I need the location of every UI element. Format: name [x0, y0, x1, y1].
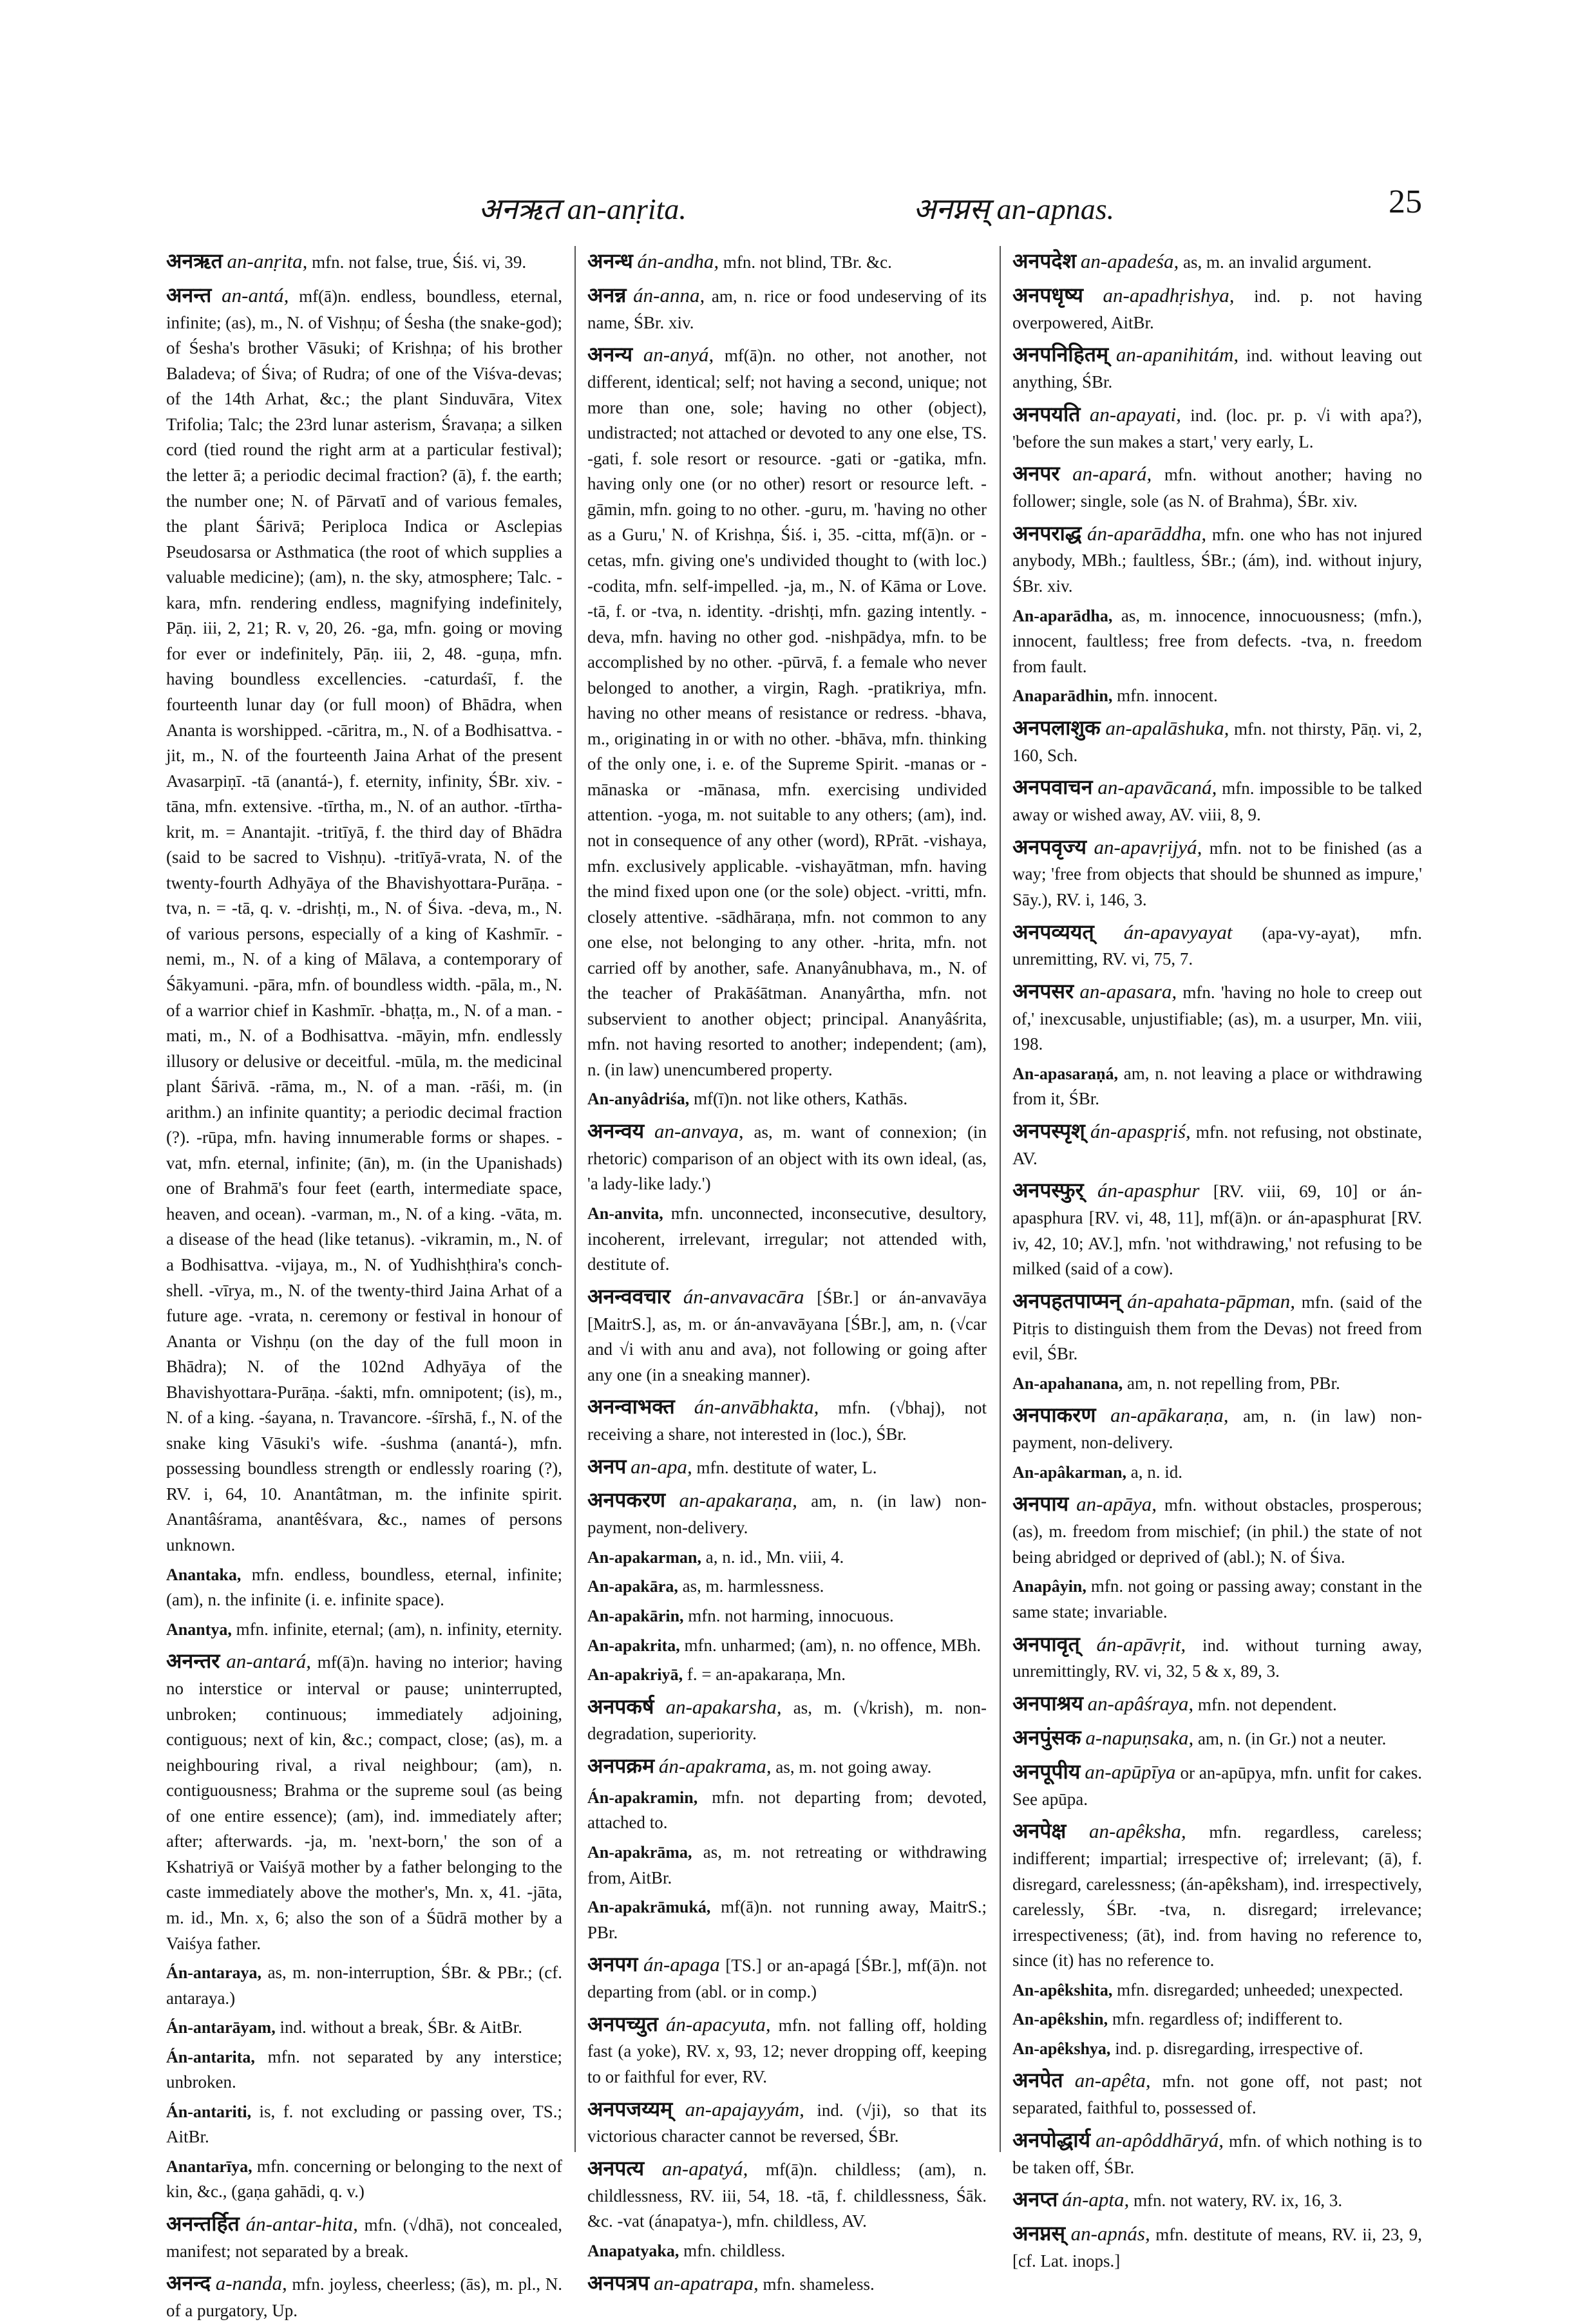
- headword-transliteration: an-antará,: [226, 1650, 311, 1673]
- definition-text: as, m. an invalid argument.: [1183, 252, 1372, 272]
- definition-text: ind. without leaving out anything, ŚBr.: [1012, 346, 1423, 392]
- headword-transliteration: án-andha,: [637, 250, 719, 272]
- dictionary-entry: [1012, 1489, 1422, 1570]
- dictionary-entry: [1012, 518, 1422, 600]
- definition-text: am, n. not leaving a place or withdrawing from it, ŚBr.: [1012, 1063, 1423, 1109]
- headword-devanagari: अनपदेश: [1012, 249, 1077, 272]
- sub-entry: [1012, 1061, 1422, 1112]
- definition-text: mfn. unharmed; (am), n. no offence, MBh.: [684, 1635, 982, 1655]
- sub-entry: [1012, 603, 1422, 680]
- left-running-head: अनऋत an-anṛita.: [479, 193, 687, 225]
- dictionary-entry: [1012, 1175, 1422, 1282]
- definition-text: mfn. destitute of water, L.: [696, 1457, 877, 1477]
- definition-text: ind. (√ji), so that its victorious character cannot be reversed, ŚBr.: [587, 2100, 987, 2146]
- column-2: [587, 246, 987, 2294]
- headword-transliteration: Án-antaraya,: [166, 1963, 262, 1983]
- headword-transliteration: An-apahanana,: [1012, 1374, 1123, 1393]
- definition-text: mf(ā)n. endless, boundless, eternal, infinite; (as), m., N. of Vishṇu; of Śesha (the snake-god); of Śesha's brother Vāsuki; of Krishṇa; of his brother Baladeva; of Śiva; of Rudra; of one of the Viśva-devas; of the 14th Arhat, &c.; the plant Sinduvāra, Vitex Trifolia; Talc; the 23rd lunar asterism, Śravaṇa; a silken cord (tied round the right arm at a particular festival); the letter ā; a periodic decimal fraction? (ā), f. the earth; the number one; N. of Pārvatī and of various females, the plant Śārivā; Periploca Indica or Asclepias Pseudosarsa or Asthmatica (the root of which supplies a valuable medicine); (am), n. the sky, atmosphere; Talc. -kara, mfn. rendering endless, magnifying indefinitely, Pāṇ. iii, 2, 21; R. v, 20, 26. -ga, mfn. going or moving for ever or indefinitely, Pāṇ. iii, 2, 48. -guṇa, mfn. having boundless excellencies. -caturdaśī, f. the fourteenth lunar day (or full moon) of Bhādra, when Ananta is worshipped. -cāritra, m., N. of a Bodhisattva. -jit, m., N. of the fourteenth Jaina Arhat of the present Avasarpiṇī. -tā (anantá-), f. eternity, infinity, ŚBr. xiv. -tāna, mfn. extensive. -tīrtha, m., N. of an author. -tīrtha-krit, m. = Anantajit. -tritīyā, f. the third day of Bhādra (said to be sacred to Vishṇu). -tritīyā-vrata, N. of the twenty-fourth Adhyāya of the Bhavishyottara-Purāṇa. -tva, n. = -tā, q. v. -drishṭi, m., N. of Śiva. -deva, m., N. of various persons, especially of a king of Kashmīr. -nemi, m., N. of a king of Mālava, a contemporary of Śākyamuni. -pāra, mfn. of boundless width. -pāla, m., N. of a warrior chief in Kashmīr. -bhaṭṭa, m., N. of a man. -mati, m., N. of a Bodhisattva. -māyin, mfn. endlessly illusory or delusive or deceitful. -mūla, m. the medicinal plant Śārivā. -rāma, m., N. of a man. -rāśi, m. (in arithm.) an infinite quantity; a periodic decimal fraction (?). -rūpa, mfn. having innumerable forms or shapes. -vat, mfn. eternal, infinite; (ān), m. (in the Upanishads) one of Brahmā's four feet (earth, intermediate space, heaven, and ocean). -varman, m., N. of a king. -vāta, m. a disease of the head (like tetanus). -vikramin, m., N. of a Bodhisattva. -vijaya, m., N. of Yudhishṭhira's conch-shell. -vīrya, m., N. of the twenty-third Jaina Arhat of a future age. -vrata, n. ceremony or festival in honour of Ananta or Vishṇu (on the day of the full moon in Bhādra); N. of the 102nd Adhyāya of the Bhavishyottara-Purāṇa. -śakti, mfn. omnipotent; (is), m., N. of a king. -śayana, n. Travancore. -śīrshā, f., N. of the snake king Vāsuki's wife. -śushma (anantá-), mfn. possessing boundless strength or endlessly roaring (?), RV. i, 64, 10. Anantâtman, m. the infinite spirit. Anantâśrama, anantêśvara, &c., names of persons unknown.: [166, 286, 563, 1554]
- definition-text: as, m. want of connexion; (in rhetoric) comparison of an object with its own ideal, (as, 'a lady-like lady.'): [587, 1122, 987, 1194]
- definition-text: mfn. one who has not injured anybody, MBh.; faultless, ŚBr.; (ám), ind. without injury, ŚBr. xiv.: [1012, 524, 1422, 596]
- headword-devanagari: अनन्ववचार: [587, 1284, 671, 1308]
- sub-entry: [1012, 1460, 1422, 1486]
- definition-text: mfn. not harming, innocuous.: [688, 1605, 894, 1625]
- sub-entry: [587, 1545, 987, 1571]
- headword-transliteration: An-apêkshita,: [1012, 1980, 1113, 1999]
- headword-transliteration: Anantarīya,: [166, 2157, 252, 2176]
- sub-entry: [1012, 1371, 1422, 1397]
- definition-text: mfn. destitute of means, RV. ii, 23, 9, [cf. Lat. inops.]: [1012, 2225, 1423, 2271]
- definition-text: f. = an-apakaraṇa, Mn.: [687, 1665, 846, 1685]
- sub-entry: [587, 1785, 987, 1836]
- definition-text: mfn. (said of the Pitṛis to distinguish them from the Devas) not freed from evil, ŚBr.: [1012, 1292, 1423, 1364]
- headword-transliteration: a-nanda,: [215, 2272, 287, 2295]
- sub-entry: [166, 2154, 562, 2205]
- headword-devanagari: अनपसर: [1012, 979, 1074, 1003]
- headword-transliteration: An-apâkarman,: [1012, 1462, 1126, 1482]
- dictionary-entry: [1012, 1116, 1422, 1171]
- headword-transliteration: an-apalāshuka,: [1105, 716, 1229, 739]
- dictionary-entry: [587, 1116, 987, 1197]
- headword-transliteration: an-apadeśa,: [1080, 250, 1179, 272]
- column-divider-right: [1000, 246, 1001, 2152]
- headword-transliteration: án-apacyuta,: [665, 2012, 771, 2036]
- headword-devanagari: अनपस्पृश्: [1012, 1119, 1085, 1143]
- headword-transliteration: Anapatyaka,: [587, 2241, 679, 2260]
- sub-entry: [587, 1894, 987, 1945]
- headword-transliteration: án-aparāddha,: [1087, 522, 1207, 545]
- definition-text: mf(ā)n. not running away, MaitrS.; PBr.: [587, 1897, 987, 1942]
- definition-text: mfn. disregarded; unheeded; unexpected.: [1117, 1979, 1403, 1999]
- sub-entry: [1012, 1978, 1422, 2003]
- headword-devanagari: अनपहतपाप्मन्: [1012, 1289, 1121, 1312]
- headword-devanagari: अनपुंसक: [1012, 1725, 1081, 1749]
- headword-devanagari: अनपराद्ध: [1012, 521, 1082, 545]
- definition-text: as, m. (√krish), m. non-degradation, superiority.: [587, 1697, 987, 1744]
- dictionary-entry: [587, 1751, 987, 1781]
- headword-transliteration: an-apūpīya: [1085, 1760, 1176, 1783]
- definition-text: am, n. (in Gr.) not a neuter.: [1198, 1728, 1387, 1748]
- headword-transliteration: án-anna,: [633, 283, 705, 307]
- headword-transliteration: an-anṛita,: [227, 250, 308, 272]
- dictionary-entry: [1012, 832, 1422, 913]
- page-number: 25: [1389, 184, 1422, 220]
- headword-devanagari: अनन्तर: [166, 1649, 220, 1673]
- definition-text: ind. p. disregarding, irrespective of.: [1115, 2038, 1363, 2058]
- dictionary-entry: [1012, 2125, 1422, 2180]
- headword-transliteration: An-apêkshya,: [1012, 2039, 1111, 2058]
- definition-text: a, n. id.: [1130, 1462, 1182, 1482]
- headword-transliteration: án-apaspṛiś,: [1090, 1120, 1191, 1143]
- headword-transliteration: án-anvābhakta,: [694, 1395, 819, 1419]
- headword-transliteration: An-apakārin,: [587, 1606, 684, 1625]
- definition-text: [ŚBr.] or án-anvavāya [MaitrS.], as, m. or án-anvavāyana [ŚBr.], am, n. (√car and √i with anu and ava), not following or going after any one (in a sneaking manner).: [587, 1287, 987, 1384]
- headword-devanagari: अनन्तर्हित: [166, 2212, 240, 2235]
- headword-devanagari: अनपग: [587, 1952, 638, 1976]
- headword-transliteration: an-apayati,: [1089, 402, 1181, 426]
- dictionary-entry: [1012, 1286, 1422, 1367]
- headword-transliteration: An-apakrāmuká,: [587, 1898, 711, 1917]
- definition-text: am, n. (in law) non-payment, non-delivery.: [587, 1491, 987, 1538]
- headword-devanagari: अनप्नस्: [1012, 2222, 1066, 2245]
- definition-text: ind. without turning away, unremittingly, RV. vi, 32, 5 & x, 89, 3.: [1012, 1635, 1423, 1681]
- definition-text: a, n. id., Mn. viii, 4.: [705, 1547, 844, 1567]
- headword-devanagari: अनपक्रम: [587, 1754, 655, 1778]
- dictionary-entry: [1012, 772, 1422, 827]
- sub-entry: [587, 1574, 987, 1600]
- right-running-head: अनप्नस् an-apnas.: [913, 193, 1115, 225]
- sub-entry: [1012, 2036, 1422, 2062]
- definition-text: mfn. not to be finished (as a way; 'free from objects that should be shunned as impure,' Sāy.), RV. i, 146, 3.: [1012, 838, 1422, 909]
- definition-text: mfn. not separated by any interstice; unbroken.: [166, 2046, 562, 2092]
- definition-text: [TS.] or an-apagá [ŚBr.], mf(ā)n. not departing from (abl. or in comp.): [587, 1956, 987, 2002]
- dictionary-entry: [1012, 713, 1422, 768]
- dictionary-entry: [1012, 917, 1422, 972]
- headword-transliteration: a-napuṇsaka,: [1085, 1726, 1194, 1749]
- sub-entry: [166, 2099, 562, 2150]
- definition-text: mfn. (√bhaj), not receiving a share, not interested in (loc.), ŚBr.: [587, 1398, 987, 1444]
- dictionary-entry: [166, 2209, 562, 2264]
- headword-transliteration: Án-antariti,: [166, 2102, 252, 2121]
- headword-devanagari: अनन्द: [166, 2271, 211, 2295]
- definition-text: mfn. regardless of; indifferent to.: [1112, 2009, 1343, 2029]
- headword-devanagari: अनपधृष्य: [1012, 283, 1083, 307]
- definition-text: is, f. not excluding or passing over, TS.; AitBr.: [166, 2101, 562, 2147]
- headword-transliteration: Anantya,: [166, 1620, 232, 1639]
- sub-entry: [587, 1201, 987, 1278]
- headword-transliteration: án-apakrama,: [658, 1755, 772, 1778]
- headword-devanagari: अनन्वाभक्त: [587, 1395, 675, 1419]
- headword-transliteration: an-apākaraṇa,: [1110, 1404, 1229, 1427]
- sub-entry: [587, 1662, 987, 1688]
- definition-text: mfn. shameless.: [763, 2274, 875, 2294]
- sub-entry: [1012, 2007, 1422, 2032]
- definition-text: ind. (loc. pr. p. √i with apa?), 'before the sun makes a start,' very early, L.: [1012, 405, 1423, 451]
- headword-devanagari: अनपाकरण: [1012, 1403, 1096, 1427]
- column-3: [1012, 246, 1423, 2271]
- definition-text: mfn. unconnected, inconsecutive, desultory, incoherent, irrelevant, irregular; not attended with, destitute of.: [587, 1204, 987, 1274]
- headword-transliteration: an-apavṛijyá,: [1094, 835, 1202, 858]
- dictionary-entry: [166, 280, 562, 1558]
- sub-entry: [587, 1840, 987, 1891]
- headword-devanagari: अनपोद्धार्य: [1012, 2128, 1091, 2151]
- headword-transliteration: Án-antarita,: [166, 2047, 255, 2066]
- headword-transliteration: Anantaka,: [166, 1565, 242, 1584]
- definition-text: am, n. rice or food undeserving of its name, ŚBr. xiv.: [587, 286, 987, 332]
- dictionary-entry: [1012, 976, 1422, 1057]
- headword-transliteration: an-apa,: [631, 1455, 692, 1478]
- headword-transliteration: An-apakarman,: [587, 1547, 701, 1567]
- dictionary-entry: [1012, 2184, 1422, 2215]
- dictionary-entry: [587, 1692, 987, 1747]
- headword-transliteration: an-antá,: [222, 283, 289, 307]
- definition-text: as, m. non-interruption, ŚBr. & PBr.; (cf. antaraya.): [166, 1963, 563, 2008]
- sub-entry: [166, 2045, 562, 2095]
- dictionary-entry: [587, 1949, 987, 2005]
- headword-transliteration: an-anvaya,: [654, 1120, 744, 1143]
- dictionary-entry: [1012, 280, 1422, 335]
- dictionary-entry: [587, 2009, 987, 2090]
- dictionary-entry: [1012, 1400, 1422, 1455]
- definition-text: mfn. not false, true, Śiś. vi, 39.: [312, 252, 527, 272]
- headword-devanagari: अनपाय: [1012, 1492, 1069, 1516]
- sub-entry: [587, 1086, 987, 1112]
- dictionary-entry: [587, 1451, 987, 1482]
- headword-transliteration: An-anyâdriśa,: [587, 1090, 690, 1109]
- headword-transliteration: an-apôddhāryá,: [1096, 2128, 1224, 2151]
- definition-text: mfn. infinite, eternal; (am), n. infinity, eternity.: [236, 1619, 562, 1639]
- definition-text: mfn. endless, boundless, eternal, infinite; (am), n. the infinite (i. e. infinite space).: [166, 1564, 563, 1610]
- definition-text: mfn. childless.: [683, 2240, 786, 2260]
- headword-transliteration: an-apajayyám,: [685, 2097, 804, 2121]
- headword-transliteration: An-apakrita,: [587, 1636, 680, 1655]
- sub-entry: [166, 1960, 562, 2011]
- headword-transliteration: an-apatyá,: [661, 2157, 748, 2180]
- definition-text: am, n. (in law) non-payment, non-delivery.: [1012, 1406, 1422, 1453]
- dictionary-entry: [1012, 399, 1422, 455]
- headword-devanagari: अनपनिहितम्: [1012, 343, 1109, 366]
- sub-entry: [166, 2015, 562, 2041]
- dictionary-entry: [1012, 246, 1422, 276]
- headword-transliteration: án-apaga: [643, 1953, 720, 1976]
- headword-transliteration: an-apará,: [1072, 462, 1152, 486]
- headword-transliteration: án-apahata-pāpman,: [1127, 1289, 1295, 1312]
- sub-entry: [587, 1633, 987, 1659]
- headword-devanagari: अनप्त: [1012, 2187, 1058, 2211]
- definition-text: as, m. not retreating or withdrawing from, AitBr.: [587, 1842, 987, 1887]
- dictionary-entry: [166, 2268, 562, 2323]
- definition-text: as, m. not going away.: [775, 1757, 932, 1777]
- definition-text: mfn. of which nothing is to be taken off, ŚBr.: [1012, 2131, 1423, 2177]
- headword-devanagari: अनपेक्ष: [1012, 1819, 1067, 1843]
- definition-text: mfn. concerning or belonging to the next of kin, &c., (gaṇa gahādi, q. v.): [166, 2156, 562, 2202]
- definition-text: mfn. not going or passing away; constant in the same state; invariable.: [1012, 1576, 1423, 1621]
- definition-text: am, n. not repelling from, PBr.: [1126, 1373, 1340, 1393]
- definition-text: mfn. not departing from; devoted, attached to.: [587, 1787, 987, 1833]
- headword-devanagari: अनपयति: [1012, 402, 1081, 426]
- dictionary-entry: [1012, 1816, 1422, 1974]
- definition-text: mfn. not refusing, not obstinate, AV.: [1012, 1122, 1423, 1168]
- definition-text: mfn. not watery, RV. ix, 16, 3.: [1134, 2191, 1343, 2211]
- headword-transliteration: An-apakrāma,: [587, 1843, 692, 1862]
- headword-transliteration: An-apasaraṇá,: [1012, 1064, 1118, 1083]
- dictionary-entry: [1012, 1629, 1422, 1685]
- headword-transliteration: An-apêkshin,: [1012, 2010, 1108, 2029]
- headword-devanagari: अनपावृत्: [1012, 1632, 1080, 1656]
- headword-devanagari: अनपवाचन: [1012, 775, 1093, 799]
- headword-devanagari: अनप: [587, 1454, 627, 1478]
- headword-transliteration: án-anvavacāra: [683, 1285, 804, 1308]
- definition-text: mfn. joyless, cheerless; (ās), m. pl., N. of a purgatory, Up.: [166, 2274, 563, 2321]
- definition-text: mfn. (√dhā), not concealed, manifest; not separated by a break.: [166, 2215, 563, 2261]
- headword-transliteration: án-apāvṛit,: [1096, 1632, 1186, 1656]
- headword-transliteration: an-apavācaná,: [1097, 776, 1217, 799]
- definition-text: mfn. not gone off, not past; not separated, faithful to, possessed of.: [1012, 2072, 1423, 2118]
- headword-transliteration: An-anvita,: [587, 1204, 663, 1223]
- headword-transliteration: an-apanihitám,: [1115, 343, 1239, 366]
- dictionary-entry: [1012, 1688, 1422, 1719]
- definition-text: or an-apūpya, mfn. unfit for cakes. See apūpa.: [1012, 1762, 1423, 1809]
- headword-devanagari: अनपजय्यम्: [587, 2097, 673, 2121]
- definition-text: mfn. not dependent.: [1197, 1694, 1337, 1714]
- headword-devanagari: अनपकर्ष: [587, 1694, 654, 1718]
- definition-text: mfn. not thirsty, Pāṇ. vi, 2, 160, Sch.: [1012, 719, 1422, 765]
- headword-transliteration: Anaparādhin,: [1012, 686, 1113, 706]
- headword-transliteration: Anapâyin,: [1012, 1577, 1086, 1596]
- sub-entry: [587, 1603, 987, 1629]
- headword-transliteration: án-apavyayat: [1123, 920, 1233, 943]
- headword-transliteration: án-apasphur: [1097, 1179, 1200, 1202]
- headword-devanagari: अनन्न: [587, 283, 627, 307]
- headword-devanagari: अनपच्युत: [587, 2012, 658, 2036]
- dictionary-entry: [1012, 1723, 1422, 1753]
- dictionary-entry: [587, 2153, 987, 2234]
- headword-devanagari: अनन्त: [166, 283, 212, 307]
- column-1: [166, 246, 563, 2321]
- dictionary-entry: [1012, 458, 1422, 514]
- headword-devanagari: अनपस्फुर्: [1012, 1178, 1084, 1202]
- definition-text: mfn. without another; having no follower; single, sole (as N. of Brahma), ŚBr. xiv.: [1012, 465, 1423, 511]
- dictionary-entry: [1012, 2065, 1422, 2121]
- headword-devanagari: अनपलाशुक: [1012, 715, 1101, 739]
- dictionary-entry: [166, 1646, 562, 1956]
- dictionary-entry: [587, 339, 987, 1082]
- headword-transliteration: an-apêta,: [1074, 2069, 1151, 2092]
- definition-text: mfn. regardless, careless; indifferent; impartial; irrespective of; irrelevant; (ā), f. disregard, carelessness; (án-apêksham), ind. irrespectively, carelessly, ŚBr. -tva, n. disregard; irrelevance; irrespectiveness; (āt), ind. from having no reference to, since (it) has no reference to.: [1012, 1822, 1423, 1970]
- headword-transliteration: an-apakarsha,: [665, 1695, 782, 1718]
- headword-devanagari: अनपत्रप: [587, 2271, 650, 2294]
- headword-devanagari: अनन्वय: [587, 1119, 645, 1143]
- headword-transliteration: án-apta,: [1062, 2188, 1130, 2211]
- definition-text: as, m. harmlessness.: [682, 1576, 824, 1596]
- headword-transliteration: an-apnás,: [1070, 2222, 1150, 2245]
- sub-entry: [166, 1617, 562, 1643]
- headword-transliteration: an-anyá,: [643, 343, 714, 366]
- dictionary-entry: [587, 1392, 987, 1447]
- page-header: [166, 184, 1422, 240]
- headword-devanagari: अनऋत: [166, 249, 223, 272]
- sub-entry: [1012, 683, 1422, 709]
- headword-devanagari: अनपेत: [1012, 2068, 1063, 2092]
- headword-transliteration: an-apâśraya,: [1087, 1692, 1194, 1715]
- headword-transliteration: an-apasara,: [1079, 979, 1177, 1003]
- dictionary-entry: [1012, 2218, 1422, 2274]
- definition-text: ind. p. not having overpowered, AitBr.: [1012, 286, 1423, 332]
- definition-text: mfn. 'having no hole to creep out of,' inexcusable, unjustifiable; (as), m. a usurper, Mn. viii, 198.: [1012, 982, 1423, 1054]
- definition-text: mfn. not blind, TBr. &c.: [723, 252, 892, 272]
- headword-transliteration: an-apadhṛishya,: [1103, 283, 1235, 307]
- dictionary-entry: [1012, 1757, 1422, 1812]
- definition-text: mf(ā)n. no other, not another, not different, identical; self; not having a second, unique; not more than one, sole; having no other (object), undistracted; not attached or devoted to any one else, TS. -gati, f. sole resort or resource. -gati or -gatika, mfn. having only one (or no other) resort or resource left. -gāmin, mfn. going to no other. -guru, m. 'having no other as a Guru,' N. of Krishṇa, Śiś. i, 35. -citta, mf(ā)n. or -cetas, mfn. giving one's undivided thought to (with loc.) -codita, mfn. self-impelled. -ja, m., N. of Kāma or Love. -tā, f. or -tva, n. identity. -drishṭi, mfn. gazing intently. -deva, mfn. having no other god. -nishpādya, mfn. to be accomplished by no other. -pūrvā, f. a female who never belonged to another, a virgin, Ragh. -pratikriya, mfn. having no other means of resistance or redress. -bhava, m., originating in or with no other. -bhāva, mfn. thinking of the only one, i. e. of the Supreme Spirit. -manas or -mānaska or -mānasa, mfn. exercising undivided attention. -yoga, m. not suitable to any others; (am), ind. not in consequence of any other (word), RPrāt. -vishaya, mfn. exclusively applicable. -vishayātman, mfn. having the mind fixed upon one (or the sole) object. -vritti, mfn. closely attentive. -sādhāraṇa, mfn. not common to any one else, not belonging to any other. -hrita, mfn. not carried off by another, safe. Ananyânubhava, m., N. of the teacher of Prakāśātman. Ananyârtha, mfn. not subservient to another object; principal. Ananyâśrita, mfn. not having resorted to another; independent; (am), n. (in law) unencumbered property.: [587, 346, 987, 1079]
- definition-text: mf(ā)n. having no interior; having no interstice or interval or pause; uninterrupted, unbroken; continuous; immediately adjoining, contiguous; next of kin, &c.; compact, close; (as), m. a neighbouring rival, a rival neighbour; (am), n. contiguousness; Brahma or the supreme soul (as being of one entire essence); (am), ind. immediately after; after; afterwards. -ja, m. 'next-born,' the son of a Kshatriyā or Vaiśyā mother by a father belonging to the caste immediately above the mother's, Mn. x, 41. -jāta, m. id., Mn. x, 6; also the son of a Śūdrā mother by a Vaiśya father.: [166, 1652, 562, 1953]
- definition-text: mfn. impossible to be talked away or wished away, AV. viii, 8, 9.: [1012, 779, 1423, 825]
- dictionary-entry: [587, 2094, 987, 2149]
- headword-devanagari: अनपर: [1012, 462, 1060, 486]
- definition-text: [RV. viii, 69, 10] or án-apasphura [RV. vi, 48, 11], mf(ā)n. or án-apasphurat [RV. iv, 42, 10; AV.], mfn. 'not withdrawing,' not refusing to be milked (said of a cow).: [1012, 1182, 1423, 1279]
- sub-entry: [166, 1562, 562, 1613]
- headword-transliteration: án-antar-hita,: [245, 2213, 358, 2235]
- headword-devanagari: अनपत्य: [587, 2157, 645, 2180]
- definition-text: (apa-vy-ayat), mfn. unremitting, RV. vi, 75, 7.: [1012, 923, 1422, 969]
- headword-transliteration: an-apakaraṇa,: [679, 1489, 797, 1512]
- headword-transliteration: an-apatrapa,: [653, 2271, 759, 2294]
- dictionary-entry: [587, 280, 987, 335]
- dictionary-entry: [1012, 339, 1422, 395]
- headword-devanagari: अनन्ध: [587, 249, 633, 272]
- column-divider-left: [574, 246, 576, 2152]
- definition-text: mfn. not falling off, holding fast (a yoke), RV. x, 93, 12; never dropping off, keeping to or faithful for ever, RV.: [587, 2015, 987, 2087]
- headword-devanagari: अनन्य: [587, 343, 633, 366]
- headword-transliteration: Án-antarāyam,: [166, 2018, 276, 2037]
- definition-text: as, m. innocence, innocuousness; (mfn.), innocent, faultless; free from defects. -tva, n. freedom from fault.: [1012, 605, 1423, 676]
- headword-transliteration: Án-apakramin,: [587, 1788, 698, 1807]
- headword-devanagari: अनपकरण: [587, 1488, 666, 1512]
- headword-devanagari: अनपूपीय: [1012, 1759, 1081, 1783]
- headword-devanagari: अनपवृज्य: [1012, 835, 1087, 858]
- definition-text: ind. without a break, ŚBr. & AitBr.: [280, 2017, 522, 2037]
- dictionary-entry: [587, 1485, 987, 1540]
- headword-devanagari: अनपव्ययत्: [1012, 920, 1094, 943]
- headword-transliteration: An-apakriyā,: [587, 1665, 683, 1685]
- definition-text: mf(ī)n. not like others, Kathās.: [693, 1089, 908, 1109]
- headword-transliteration: An-aparādha,: [1012, 606, 1113, 625]
- sub-entry: [587, 2238, 987, 2264]
- dictionary-entry: [587, 1281, 987, 1388]
- dictionary-entry: [587, 2268, 987, 2298]
- headword-devanagari: अनपाश्रय: [1012, 1691, 1083, 1715]
- dictionary-entry: [166, 246, 562, 276]
- headword-transliteration: an-apêksha,: [1089, 1820, 1186, 1843]
- headword-transliteration: an-apāya,: [1076, 1493, 1157, 1516]
- sub-entry: [1012, 1574, 1422, 1625]
- dictionary-entry: [587, 246, 987, 276]
- headword-transliteration: An-apakāra,: [587, 1577, 678, 1596]
- definition-text: mfn. innocent.: [1117, 686, 1218, 706]
- definition-text: mf(ā)n. childless; (am), n. childlessness, RV. iii, 54, 18. -tā, f. childlessness, Śāk. &c. -vat (ánapatya-), mfn. childless, AV.: [587, 2160, 987, 2231]
- definition-text: mfn. without obstacles, prosperous; (as), m. freedom from mischief; (in phil.) the state of not being abridged or deprived of (abl.); N. of Śiva.: [1012, 1495, 1423, 1567]
